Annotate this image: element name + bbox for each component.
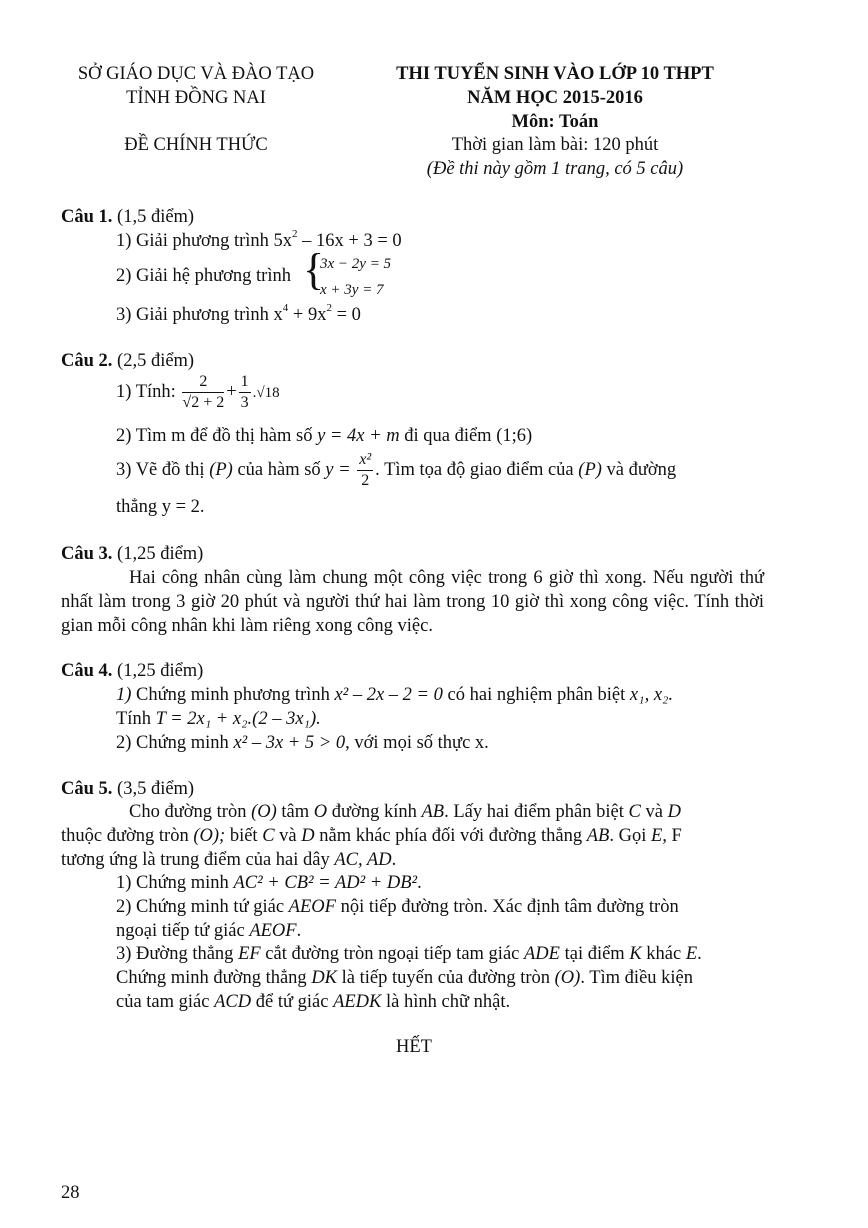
question-2-part-1	[116, 372, 280, 413]
fraction-1	[182, 372, 224, 413]
question-5-part-2	[116, 895, 679, 919]
question-1-part-1: 1) Giải phương trình $5x^2 - 16x + 3 = 0$	[116, 227, 402, 251]
q2-p3-y: y =	[325, 459, 351, 480]
q4-p1-line2eq: T = 2x₁ + x₂.(2 – 3x₁).	[155, 709, 321, 729]
q5-p3-d: ADE	[524, 944, 560, 964]
system-brace: {	[303, 245, 325, 294]
system-equation-1: 3x − 2y = 5	[320, 256, 392, 272]
fraction-2	[239, 372, 251, 413]
exam-note: (Đề thi này gồm 1 trang, có 5 câu)	[426, 159, 684, 179]
q5-p3-c: cắt đường tròn ngoại tiếp tam giác	[260, 944, 524, 964]
q2-p1-label: 1) Tính:	[116, 381, 176, 402]
q5-l2j: E,	[650, 826, 667, 846]
q5-p2-c: nội tiếp đường tròn. Xác định tâm đường tròn	[335, 897, 679, 917]
question-5-intro-line-1	[129, 800, 681, 824]
q5-p3-i: .	[697, 944, 702, 964]
question-1-part-3: 3) Giải phương trình $x^4 + 9x^2 = 0$	[116, 301, 361, 325]
q2-p3-c: . Tìm tọa độ giao điểm của	[375, 459, 579, 480]
question-3-body: Hai công nhân cùng làm chung một công việc trong 6 giờ thì xong. Nếu người thứ nhất làm trong 3 giờ 20 phút và người thứ hai làm trong 10 giờ thì xong công việc. Tính thời gian mỗi công nhân khi làm riêng xong công việc.	[61, 568, 764, 636]
q1-p1-text: 1) Giải phương trình 5x	[116, 231, 293, 251]
question-4-part-1-line-2	[116, 707, 321, 731]
q4-p2-eq: x² – 3x + 5 > 0	[233, 733, 346, 753]
q5-l1g: . Lấy hai điểm phân biệt	[444, 802, 629, 822]
fraction-3	[357, 450, 373, 491]
question-4-heading	[61, 659, 203, 683]
q2-p3-b: của hàm số	[232, 459, 326, 480]
page-number: 28	[61, 1183, 80, 1203]
q5-l2f: D	[301, 826, 315, 846]
end-label: HẾT	[396, 1037, 432, 1057]
question-2-part-2	[116, 424, 532, 448]
q1-p3-text: 3) Giải phương trình x	[116, 305, 283, 325]
q2-p2-eq: y = 4x + m	[317, 426, 400, 446]
q5-p3-l3b: ACD	[214, 992, 252, 1012]
q5-l2e: và	[274, 826, 302, 846]
q4-p1-b: có hai nghiệm phân biệt	[442, 685, 630, 705]
q5-p1-eq: AC² + CB² = AD² + DB²	[233, 873, 418, 893]
time-limit: Thời gian làm bài: 120 phút	[451, 135, 659, 155]
q5-p3-f: K	[629, 944, 642, 964]
q5-p3-l3d: AEDK	[333, 992, 382, 1012]
q5-p3-e: tại điểm	[559, 944, 630, 964]
q5-l3c: .	[391, 850, 397, 870]
q4-p1-line2a: Tính	[116, 709, 156, 729]
question-2-part-3	[116, 450, 764, 491]
q2-p1-tail: .√18	[252, 384, 280, 401]
question-2-points: (2,5 điểm)	[117, 351, 195, 371]
fraction-1-den: √2 + 2	[182, 394, 225, 411]
q5-l1a: Cho đường tròn	[129, 802, 252, 822]
q5-l2c: biết	[225, 826, 263, 846]
fraction-2-num: 1	[239, 372, 251, 393]
q1-p3-rest: = 0	[331, 305, 361, 325]
school-year: NĂM HỌC 2015-2016	[467, 88, 643, 108]
q5-p1-a: 1) Chứng minh	[116, 873, 234, 893]
question-1-title: Câu 1.	[61, 207, 113, 227]
question-5-points: (3,5 điểm)	[117, 779, 195, 799]
question-2-title: Câu 2.	[61, 351, 113, 371]
question-2-part-3-line-2: thẳng y = 2.	[116, 497, 205, 517]
q5-l1f: AB	[421, 802, 445, 822]
q4-p1-a: Chứng minh phương trình	[131, 685, 335, 705]
q1-p3-mid: + 9x	[288, 305, 327, 325]
question-5-intro-line-3	[61, 848, 396, 872]
question-5-part-3	[116, 942, 702, 966]
fraction-1-num: 2	[182, 372, 224, 393]
q5-l3a: tương ứng là trung điểm của hai dây	[61, 850, 335, 870]
q5-p3-l2c: là tiếp tuyến của đường tròn	[337, 968, 555, 988]
question-3-heading	[61, 542, 203, 566]
q2-p3-a: 3) Vẽ đồ thị	[116, 459, 210, 480]
q5-p2-l2a: ngoại tiếp tứ giác	[116, 921, 250, 941]
q5-p3-l3c: để tứ giác	[251, 992, 334, 1012]
exam-title: THI TUYỂN SINH VÀO LỚP 10 THPT	[396, 64, 714, 84]
fraction-3-num: x²	[357, 450, 373, 471]
q5-p3-g: khác	[641, 944, 686, 964]
q2-p2-a: 2) Tìm m để đồ thị hàm số	[116, 426, 318, 446]
province-name: TỈNH ĐỒNG NAI	[126, 88, 266, 108]
question-5-part-1	[116, 871, 422, 895]
q2-p3-d: và đường	[601, 459, 677, 480]
q5-p3-l2e: . Tìm điều kiện	[580, 968, 694, 988]
q5-l1c: tâm	[276, 802, 314, 822]
q2-p1-plus: +	[226, 381, 237, 402]
department-name: SỞ GIÁO DỤC VÀ ĐÀO TẠO	[77, 64, 315, 84]
q5-p1-b: .	[417, 873, 422, 893]
q5-l2i: . Gọi	[609, 826, 651, 846]
q4-p1-label: 1)	[116, 685, 132, 705]
question-5-heading	[61, 777, 194, 801]
question-5-part-3-line-3	[116, 990, 510, 1014]
q5-p3-l2a: Chứng minh đường thẳng	[116, 968, 312, 988]
system-equation-2: x + 3y = 7	[320, 282, 384, 298]
question-2-heading	[61, 349, 194, 373]
q2-p2-b: đi qua điểm (1;6)	[399, 426, 533, 446]
q5-p2-l2b: AEOF	[249, 921, 297, 941]
question-4-part-1	[116, 683, 673, 707]
q5-l3b: AC, AD	[334, 850, 392, 870]
fraction-3-den: 2	[361, 472, 370, 489]
q5-p3-b: EF	[238, 944, 261, 964]
question-1-points: (1,5 điểm)	[117, 207, 195, 227]
question-4-title: Câu 4.	[61, 661, 113, 681]
q5-p3-l2b: DK	[311, 968, 338, 988]
fraction-2-den: 3	[240, 394, 249, 411]
q5-p3-a: 3) Đường thẳng	[116, 944, 239, 964]
q5-l2d: C	[262, 826, 275, 846]
subject: Môn: Toán	[511, 112, 599, 132]
q2-p3-p2: (P)	[578, 459, 602, 480]
q4-p2-a: 2) Chứng minh	[116, 733, 234, 753]
q5-l1h: C	[628, 802, 641, 822]
q4-p1-roots: x₁, x₂.	[629, 685, 674, 705]
q1-p1-rest: – 16x + 3 = 0	[297, 231, 402, 251]
question-5-title: Câu 5.	[61, 779, 113, 799]
q5-l2k: F	[666, 826, 682, 846]
q4-p1-eq: x² – 2x – 2 = 0	[334, 685, 443, 705]
q5-l1i: và	[640, 802, 668, 822]
q5-l1j: D	[667, 802, 681, 822]
q5-p2-a: 2) Chứng minh tứ giác	[116, 897, 289, 917]
question-1-heading	[61, 205, 194, 229]
q5-p3-h: E	[685, 944, 698, 964]
question-3-points: (1,25 điểm)	[117, 544, 204, 564]
q5-p2-b: AEOF	[288, 897, 336, 917]
q5-l2b: (O);	[193, 826, 226, 846]
q5-l2a: thuộc đường tròn	[61, 826, 194, 846]
question-4-part-2	[116, 731, 489, 755]
question-5-part-3-line-2	[116, 966, 693, 990]
question-3-title: Câu 3.	[61, 544, 113, 564]
q5-p3-l3a: của tam giác	[116, 992, 215, 1012]
q5-p3-l3e: là hình chữ nhật.	[381, 992, 511, 1012]
q2-p3-p: (P)	[209, 459, 233, 480]
q5-l2g: nằm khác phía đối với đường thẳng	[314, 826, 587, 846]
q4-p2-b: , với mọi số thực x.	[345, 733, 489, 753]
q5-l2h: AB	[586, 826, 610, 846]
q5-p3-l2d: (O)	[554, 968, 581, 988]
q5-l1e: đường kính	[327, 802, 422, 822]
official-label: ĐỀ CHÍNH THỨC	[124, 135, 268, 155]
q5-l1d: O	[313, 802, 328, 822]
question-5-part-2-line-2	[116, 919, 301, 943]
question-1-part-2: 2) Giải hệ phương trình	[116, 266, 291, 286]
question-5-intro-line-2	[61, 824, 682, 848]
q5-p2-l2c: .	[296, 921, 302, 941]
q5-l1b: (O)	[251, 802, 277, 822]
question-4-points: (1,25 điểm)	[117, 661, 204, 681]
